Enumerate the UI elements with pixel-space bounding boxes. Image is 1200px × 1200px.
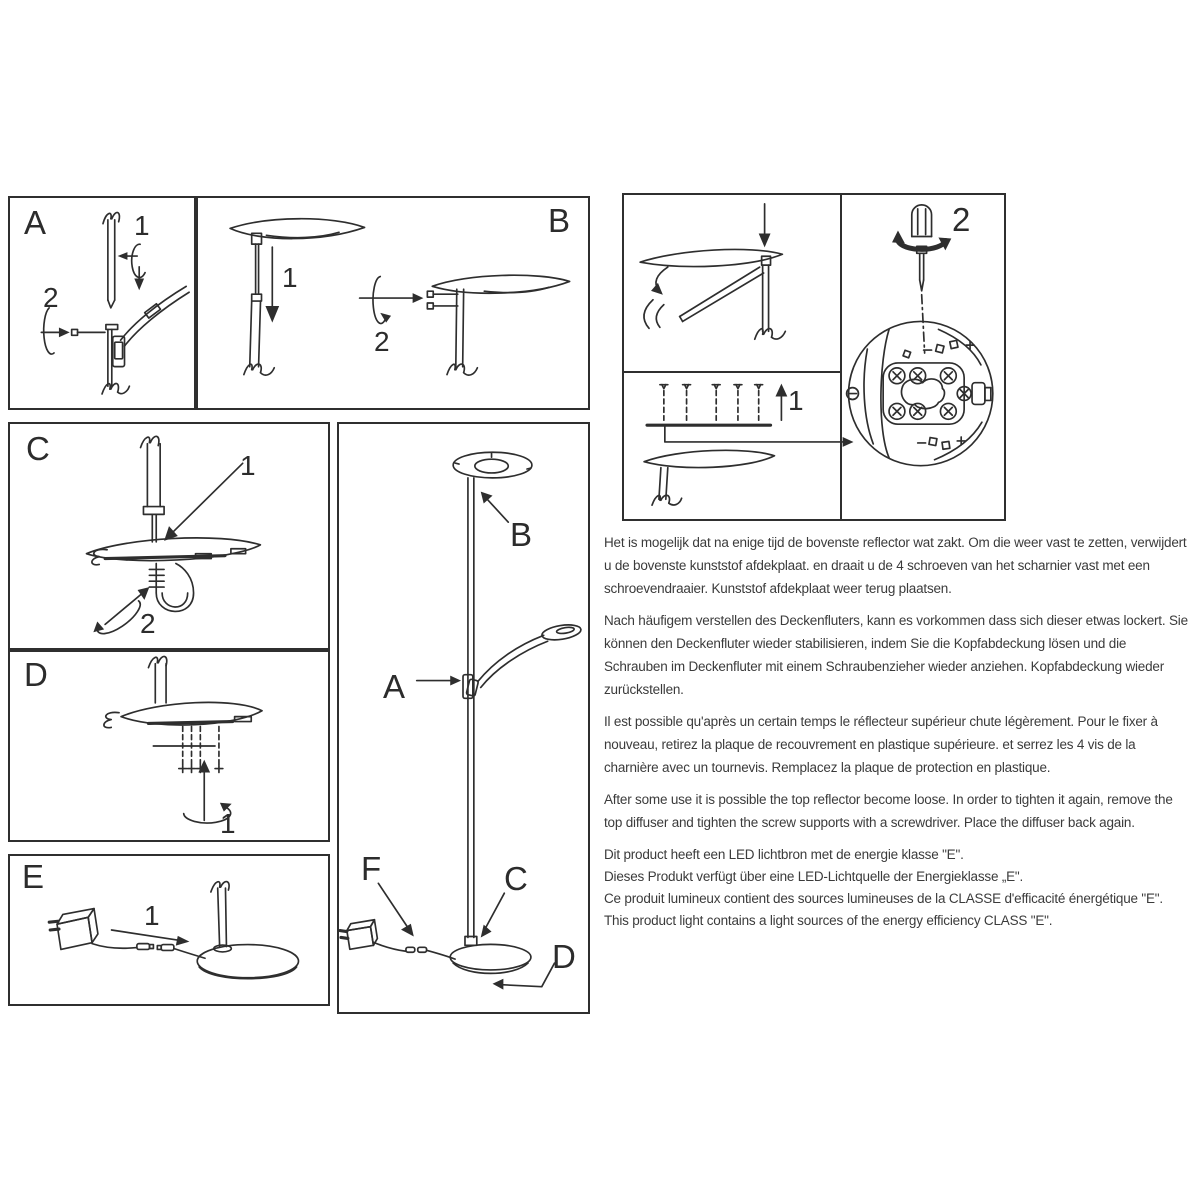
pointer-arrow-icon <box>164 463 243 541</box>
panel-a-step-2: 2 <box>43 282 59 313</box>
panel-b-step-1: 1 <box>282 262 298 293</box>
energy-note-en: This product light contains a light sources of the energy efficiency CLASS "E". <box>604 913 1053 928</box>
pole <box>468 478 474 938</box>
panel-e-diagram <box>10 856 328 1004</box>
connect-arrow-icon <box>112 930 190 946</box>
panel-d-diagram <box>10 652 328 840</box>
pointer-arrow-f-icon <box>378 883 413 936</box>
overview-label-b: B <box>510 516 533 553</box>
lamp-base <box>450 936 531 973</box>
power-adapter-icon <box>340 920 455 959</box>
reflector-fixed <box>432 275 569 375</box>
rotate-down-arrow-icon <box>118 244 145 290</box>
pole-upper-section <box>103 212 119 307</box>
flex-arm <box>121 286 190 346</box>
pointer-arrow-b-icon <box>481 492 509 523</box>
panel-c-diagram <box>10 424 328 648</box>
panel-d <box>8 650 330 842</box>
reading-arm <box>463 622 582 698</box>
reflector-drop-step <box>230 219 364 375</box>
instructions-fr: Il est possible qu'après un certain temps le réflecteur supérieur chute légèrement. Pour le fixer à nouveau, retirez la plaque de recouvrement en plastique supérieure. et serrez les 4 vis de la charnière avec un tournevis. Remplacez la plaque de protection en plastique. <box>604 714 1158 775</box>
cover-screws-step <box>644 384 787 506</box>
energy-note <box>604 844 1188 932</box>
cable-connectors <box>92 944 205 959</box>
panel-b-label: B <box>548 202 571 239</box>
panel-e-step-1: 1 <box>144 900 160 931</box>
energy-note-nl: Dit product heeft een LED lichtbron met de energie klasse "E". <box>604 847 964 862</box>
maintenance-step-2: 2 <box>952 201 971 238</box>
panel-e <box>8 854 330 1006</box>
loose-reflector-step <box>640 204 785 339</box>
overview-label-a: A <box>383 668 406 705</box>
panel-a-step-1: 1 <box>134 210 150 241</box>
hinge-detail-icon <box>847 321 993 465</box>
pointer-arrow-c-icon <box>481 893 505 937</box>
pole-top <box>141 436 165 542</box>
nut-rotate-arrow-icon <box>93 587 149 634</box>
instructions-nl: Het is mogelijk dat na enige tijd de bovenste reflector wat zakt. Om die weer vast te zetten, verwijdert u de bovenste kunststof afdekplaat. en draait u de 4 schroeven van het scharnier vast met een schroevendraaier. Kunststof afdekplaat weer terug plaatsen. <box>604 535 1187 596</box>
panel-e-label: E <box>22 858 45 895</box>
screw-rotate-arrow-icon <box>41 308 105 354</box>
panel-b <box>196 196 590 410</box>
threaded-rod-cable <box>149 564 193 612</box>
panel-b-diagram <box>198 198 588 408</box>
lamp-head <box>104 702 262 727</box>
detail-pointer-arrow-icon <box>665 425 854 447</box>
panel-a <box>8 196 196 410</box>
panel-a-diagram <box>10 198 194 408</box>
energy-note-fr: Ce produit lumineux contient des sources lumineuses de la CLASSE d'efficacité énergétique "E". <box>604 891 1163 906</box>
panel-c-step-1: 1 <box>240 450 256 481</box>
panel-b-step-2: 2 <box>374 326 390 357</box>
overview-label-f: F <box>361 850 382 887</box>
pole-top <box>148 656 166 702</box>
instructions-en: After some use it is possible the top reflector become loose. In order to tighten it again, remove the top diffuser and tighten the screw supports with a screwdriver. Place the diffuser back again. <box>604 792 1173 830</box>
top-reflector <box>453 452 532 478</box>
panel-d-step-1: 1 <box>220 808 236 839</box>
lamp-base <box>197 882 298 979</box>
panel-c <box>8 422 330 650</box>
energy-note-de: Dieses Produkt verfügt über eine LED-Lichtquelle der Energieklasse „E". <box>604 869 1024 884</box>
panel-c-step-2: 2 <box>140 608 156 639</box>
lamp-head <box>86 538 260 565</box>
overview-diagram <box>339 424 588 1012</box>
maintenance-step-1: 1 <box>788 385 804 416</box>
panel-a-label: A <box>24 204 47 241</box>
overview-label-c: C <box>504 860 528 897</box>
panel-c-label: C <box>26 430 50 467</box>
panel-maintenance <box>622 193 1006 521</box>
instructions-text <box>604 531 1188 932</box>
overview-label-d: D <box>552 938 576 975</box>
maintenance-diagram <box>624 195 1004 519</box>
screws <box>153 726 223 772</box>
pointer-arrow-a-icon <box>417 676 461 686</box>
power-adapter-icon <box>49 909 98 950</box>
instructions-de: Nach häufigem verstellen des Deckenfluters, kann es vorkommen dass sich dieser etwas lockert. Sie können den Deckenfluter wieder stabilisieren, indem Sie die Kopfabdeckung lösen und die Schrauben im Deckenfluter mit einem Schraubenzieher wieder anziehen. Kopfabdeckung wieder zurückstellen. <box>604 613 1188 697</box>
panel-d-label: D <box>24 656 48 693</box>
panel-overview <box>337 422 590 1014</box>
